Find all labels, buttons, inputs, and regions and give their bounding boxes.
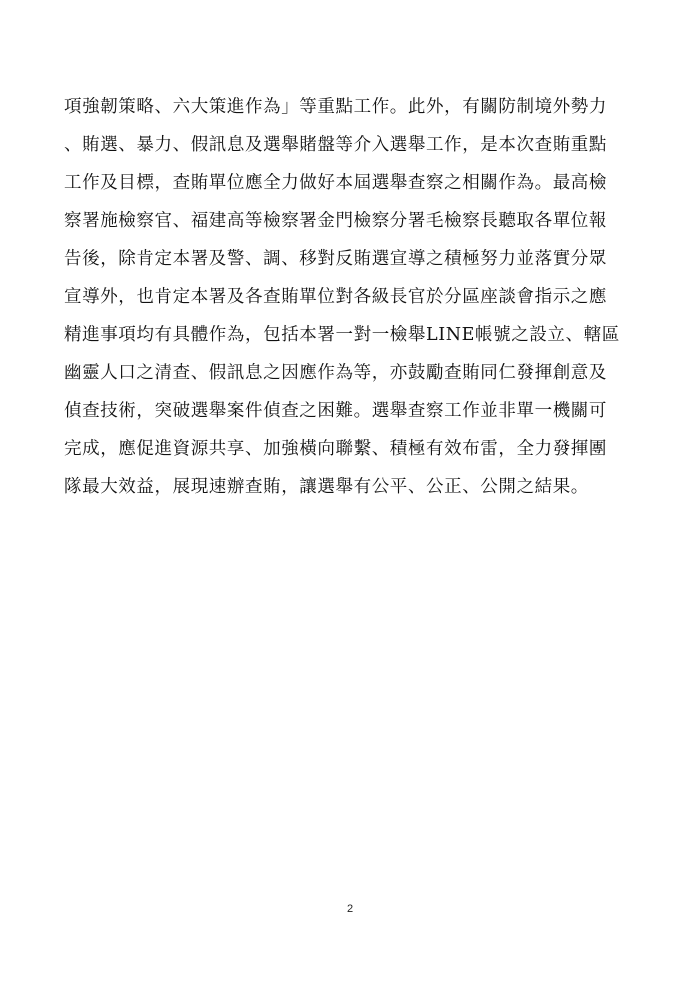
text-line-4: 察署施檢察官、福建高等檢察署金門檢察分署毛檢察長聽取各單位報: [64, 211, 607, 231]
text-line-6: 宣導外，也肯定本署及各查賄單位對各級長官於分區座談會指示之應: [64, 287, 607, 307]
page-number: 2: [346, 903, 354, 915]
text-line-5: 告後，除肯定本署及警、調、移對反賄選宣導之積極努力並落實分眾: [64, 249, 607, 269]
body-paragraph: [64, 88, 644, 506]
text-line-7: 精進事項均有具體作為，包括本署一對一檢舉LINE帳號之設立、轄區: [64, 325, 620, 345]
text-line-11: 隊最大效益，展現速辦查賄，讓選舉有公平、公正、公開之結果。: [64, 477, 589, 497]
text-line-1: 項強韌策略、六大策進作為」等重點工作。此外，有關防制境外勢力: [64, 97, 607, 117]
text-line-2: 、賄選、暴力、假訊息及選舉賭盤等介入選舉工作，是本次查賄重點: [64, 135, 607, 155]
text-line-8: 幽靈人口之清查、假訊息之因應作為等，亦鼓勵查賄同仁發揮創意及: [64, 363, 607, 383]
text-line-10: 完成，應促進資源共享、加強橫向聯繫、積極有效布雷，全力發揮團: [64, 439, 607, 459]
text-line-9: 偵查技術，突破選舉案件偵查之困難。選舉查察工作並非單一機關可: [64, 401, 607, 421]
text-line-3: 工作及目標，查賄單位應全力做好本屆選舉查察之相關作為。最高檢: [64, 173, 607, 193]
